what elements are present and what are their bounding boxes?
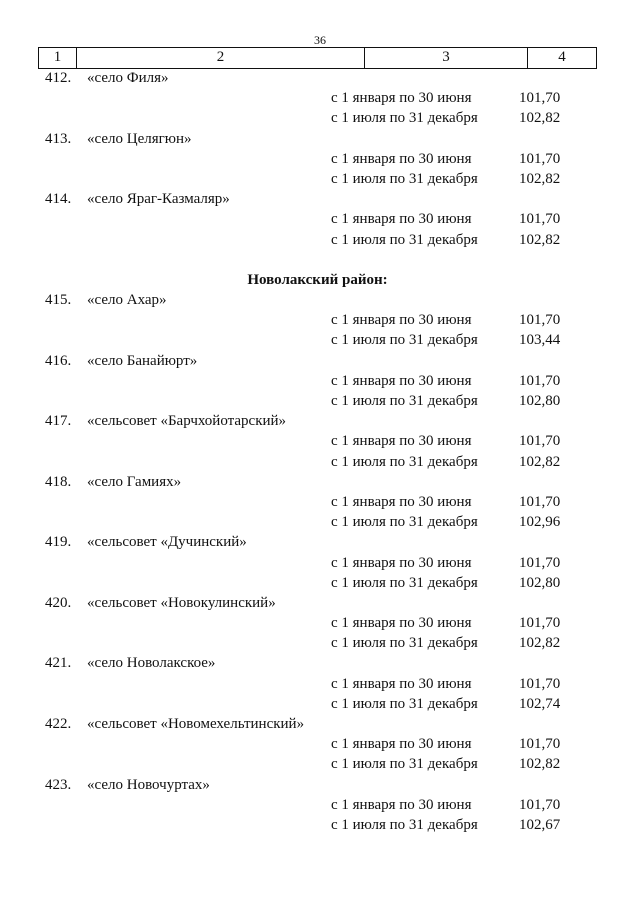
table-row xyxy=(0,694,640,714)
settlement-name: «село Филя» xyxy=(87,70,169,86)
table-row xyxy=(0,330,640,350)
table-row xyxy=(0,553,640,573)
entry-title-row xyxy=(0,411,640,431)
index-value-second-half: 102,82 xyxy=(519,756,561,773)
index-value-first-half: 101,70 xyxy=(519,493,561,510)
table-row xyxy=(0,492,640,512)
table-row xyxy=(0,754,640,774)
index-value-first-half: 101,70 xyxy=(519,372,561,389)
table-row xyxy=(0,230,640,250)
index-value-first-half: 101,70 xyxy=(519,312,561,329)
index-value-second-half: 102,82 xyxy=(519,635,561,652)
index-value-first-half: 101,70 xyxy=(519,211,561,228)
settlement-name: «сельсовет «Новомехельтинский» xyxy=(87,716,305,732)
district-title: Новолакский район: xyxy=(247,271,388,288)
page-number: 36 xyxy=(314,33,326,47)
table-row xyxy=(0,452,640,472)
entry-title-row xyxy=(0,653,640,673)
period-second-half: с 1 июля по 31 декабря xyxy=(331,514,478,531)
spacer-row xyxy=(0,250,640,270)
period-second-half: с 1 июля по 31 декабря xyxy=(331,574,478,591)
index-value-first-half: 101,70 xyxy=(519,90,561,107)
table-body xyxy=(0,68,640,835)
index-value-second-half: 102,74 xyxy=(519,695,561,712)
entry-number: 413. xyxy=(45,130,72,147)
period-first-half: с 1 января по 30 июня xyxy=(331,736,472,753)
table-header xyxy=(38,47,597,69)
period-second-half: с 1 июля по 31 декабря xyxy=(331,756,478,773)
index-value-second-half: 102,82 xyxy=(519,170,561,187)
index-value-first-half: 101,70 xyxy=(519,554,561,571)
table-row xyxy=(0,209,640,229)
entry-title-row xyxy=(0,593,640,613)
index-value-first-half: 101,70 xyxy=(519,615,561,632)
entry-number: 418. xyxy=(45,473,72,490)
entry-number: 415. xyxy=(45,292,72,309)
table-row xyxy=(0,613,640,633)
table-row xyxy=(0,149,640,169)
period-first-half: с 1 января по 30 июня xyxy=(331,211,472,228)
period-first-half: с 1 января по 30 июня xyxy=(331,312,472,329)
table-row xyxy=(0,633,640,653)
index-value-second-half: 102,96 xyxy=(519,514,561,531)
period-first-half: с 1 января по 30 июня xyxy=(331,796,472,813)
period-first-half: с 1 января по 30 июня xyxy=(331,90,472,107)
table-row xyxy=(0,391,640,411)
table-row xyxy=(0,795,640,815)
table-row xyxy=(0,310,640,330)
period-first-half: с 1 января по 30 июня xyxy=(331,372,472,389)
table-row xyxy=(0,734,640,754)
index-value-second-half: 103,44 xyxy=(519,332,561,349)
period-second-half: с 1 июля по 31 декабря xyxy=(331,635,478,652)
entry-title-row xyxy=(0,775,640,795)
table-row xyxy=(0,431,640,451)
entry-title-row xyxy=(0,532,640,552)
index-value-first-half: 101,70 xyxy=(519,736,561,753)
entry-title-row xyxy=(0,189,640,209)
period-first-half: с 1 января по 30 июня xyxy=(331,493,472,510)
period-second-half: с 1 июля по 31 декабря xyxy=(331,170,478,187)
column-header-2: 2 xyxy=(76,48,364,68)
period-first-half: с 1 января по 30 июня xyxy=(331,615,472,632)
period-first-half: с 1 января по 30 июня xyxy=(331,675,472,692)
period-second-half: с 1 июля по 31 декабря xyxy=(331,231,478,248)
entry-number: 414. xyxy=(45,191,72,208)
index-value-second-half: 102,67 xyxy=(519,816,561,833)
entry-title-row xyxy=(0,472,640,492)
table-row xyxy=(0,815,640,835)
settlement-name: «сельсовет «Новокулинский» xyxy=(87,594,276,611)
index-value-second-half: 102,82 xyxy=(519,231,561,248)
district-heading-row xyxy=(0,270,640,290)
period-second-half: с 1 июля по 31 декабря xyxy=(331,453,478,470)
entry-number: 423. xyxy=(45,776,72,793)
index-value-second-half: 102,80 xyxy=(519,574,561,591)
entry-title-row xyxy=(0,290,640,310)
entry-title-row xyxy=(0,714,640,734)
index-value-second-half: 102,82 xyxy=(519,453,561,470)
period-second-half: с 1 июля по 31 декабря xyxy=(331,816,478,833)
entry-title-row xyxy=(0,129,640,149)
index-value-first-half: 101,70 xyxy=(519,796,561,813)
entry-title-row xyxy=(0,68,640,88)
index-value-second-half: 102,80 xyxy=(519,393,561,409)
table-row xyxy=(0,573,640,593)
settlement-name: «село Банайюрт» xyxy=(87,352,198,369)
entry-number: 417. xyxy=(45,413,72,430)
entry-number: 420. xyxy=(45,594,72,611)
settlement-name: «село Новочуртах» xyxy=(87,776,210,793)
entry-number: 422. xyxy=(45,716,72,732)
settlement-name: «село Целягюн» xyxy=(87,130,192,147)
period-first-half: с 1 января по 30 июня xyxy=(331,433,472,450)
settlement-name: «сельсовет «Барчхойотарский» xyxy=(87,413,287,430)
period-second-half: с 1 июля по 31 декабря xyxy=(331,110,478,127)
settlement-name: «село Яраг-Казмаляр» xyxy=(87,191,230,208)
table-row xyxy=(0,88,640,108)
entry-number: 419. xyxy=(45,534,72,551)
period-second-half: с 1 июля по 31 декабря xyxy=(331,332,478,349)
column-header-1: 1 xyxy=(38,48,76,68)
settlement-name: «село Ахар» xyxy=(87,292,167,309)
column-header-4: 4 xyxy=(527,48,597,68)
settlement-name: «сельсовет «Дучинский» xyxy=(87,534,247,551)
index-value-second-half: 102,82 xyxy=(519,110,561,127)
index-value-first-half: 101,70 xyxy=(519,675,561,692)
period-second-half: с 1 июля по 31 декабря xyxy=(331,695,478,712)
period-second-half: с 1 июля по 31 декабря xyxy=(331,393,478,409)
entry-number: 421. xyxy=(45,655,72,672)
period-first-half: с 1 января по 30 июня xyxy=(331,554,472,571)
entry-number: 412. xyxy=(45,70,72,86)
settlement-name: «село Гамиях» xyxy=(87,473,182,490)
index-value-first-half: 101,70 xyxy=(519,433,561,450)
entry-title-row xyxy=(0,351,640,371)
index-value-first-half: 101,70 xyxy=(519,150,561,167)
table-row xyxy=(0,108,640,128)
period-first-half: с 1 января по 30 июня xyxy=(331,150,472,167)
settlement-name: «село Новолакское» xyxy=(87,655,216,672)
table-row xyxy=(0,169,640,189)
entry-number: 416. xyxy=(45,352,72,369)
table-row xyxy=(0,512,640,532)
column-header-3: 3 xyxy=(364,48,527,68)
table-row xyxy=(0,371,640,391)
table-row xyxy=(0,674,640,694)
